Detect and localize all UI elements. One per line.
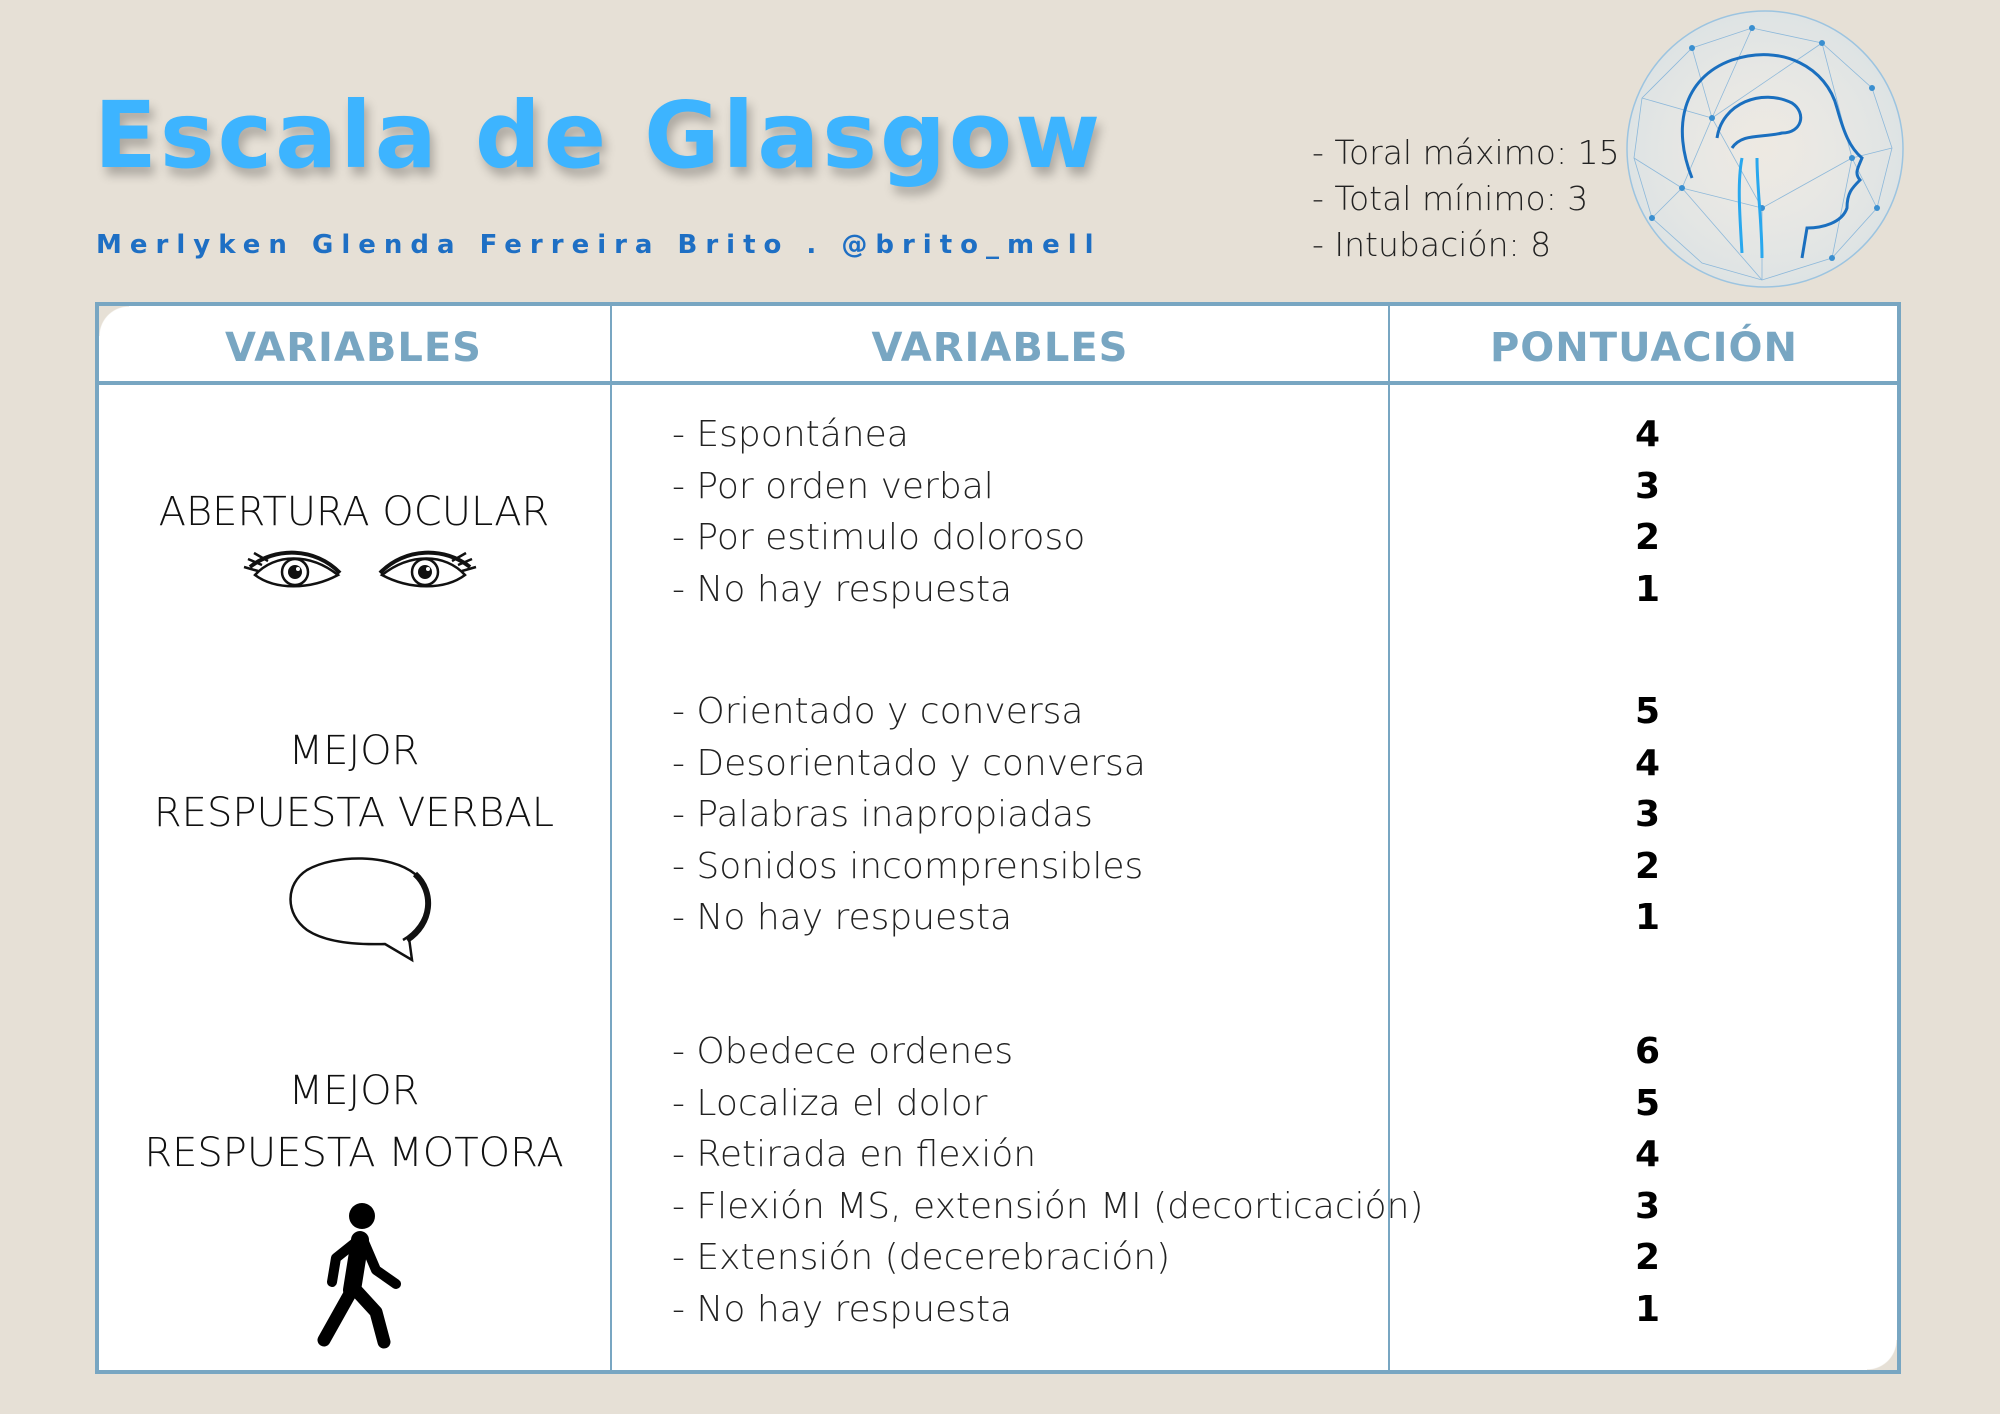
response-item: - Desorientado y conversa	[672, 742, 1146, 784]
score-value: 3	[1634, 465, 1661, 507]
verbal-scores	[1600, 686, 1695, 944]
header-divider	[95, 381, 1901, 385]
score-value: 4	[1634, 1134, 1661, 1175]
summary-intubation: - Intubación: 8	[1312, 225, 1552, 264]
author-credit: Merlyken Glenda Ferreira Brito . @brito_mell	[96, 230, 1102, 260]
score-value: 2	[1634, 517, 1661, 558]
score-value: 2	[1634, 1237, 1661, 1278]
score-value: 1	[1634, 568, 1661, 610]
score-value: 1	[1634, 897, 1661, 938]
category-verbal-response: MEJOR RESPUESTA VERBAL	[153, 728, 555, 836]
response-item: - Orientado y conversa	[672, 691, 1084, 732]
verbal-responses	[672, 686, 1146, 944]
score-value: 1	[1634, 1288, 1661, 1330]
response-item: - Extensión (decerebración)	[672, 1237, 1171, 1278]
motor-responses	[672, 1026, 1423, 1335]
response-item: - Por orden verbal	[672, 465, 994, 507]
response-item: - Por estimulo doloroso	[672, 517, 1086, 558]
score-summary	[1312, 130, 1620, 268]
score-value: 2	[1634, 845, 1661, 887]
response-item: - Sonidos incomprensibles	[672, 845, 1144, 887]
column-header-variables-detail: VARIABLES	[871, 325, 1129, 371]
score-value: 3	[1634, 794, 1661, 835]
response-item: - Flexión MS, extensión MI (decorticación)	[672, 1185, 1424, 1227]
response-item: - Espontánea	[672, 414, 909, 455]
score-value: 3	[1634, 1185, 1661, 1227]
eyes-icon	[240, 545, 480, 597]
response-item: - Retirada en flexión	[672, 1134, 1037, 1175]
response-item: - Localiza el dolor	[672, 1082, 988, 1124]
score-value: 6	[1634, 1031, 1661, 1072]
eye-responses	[672, 409, 1085, 615]
page-title: Escala de Glasgow	[94, 82, 1104, 189]
response-item: - Palabras inapropiadas	[672, 794, 1093, 835]
response-item: - No hay respuesta	[672, 1288, 1013, 1330]
score-value: 5	[1634, 691, 1661, 732]
response-item: - No hay respuesta	[672, 568, 1013, 610]
score-value: 4	[1634, 414, 1661, 455]
category-motor-response: MEJOR RESPUESTA MOTORA	[144, 1068, 564, 1176]
walking-person-icon	[312, 1200, 408, 1350]
response-item: - Obedece ordenes	[672, 1031, 1014, 1072]
summary-max: - Toral máximo: 15	[1312, 133, 1620, 172]
response-item: - No hay respuesta	[672, 897, 1013, 938]
column-header-score: PONTUACIÓN	[1489, 325, 1798, 371]
score-value: 5	[1634, 1082, 1661, 1124]
eye-scores	[1600, 409, 1695, 615]
summary-min: - Total mínimo: 3	[1312, 179, 1589, 218]
score-value: 4	[1634, 742, 1661, 784]
motor-scores	[1600, 1026, 1695, 1335]
speech-bubble-icon	[285, 852, 440, 967]
column-header-variables: VARIABLES	[225, 325, 482, 371]
category-eye-opening: ABERTURA OCULAR	[158, 489, 550, 535]
brain-network-icon	[1622, 8, 1908, 290]
